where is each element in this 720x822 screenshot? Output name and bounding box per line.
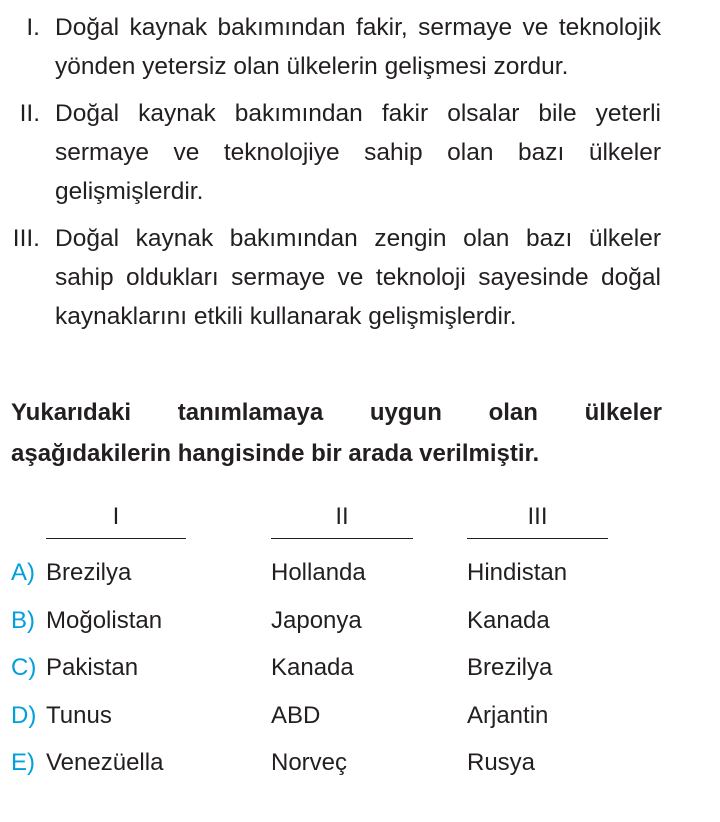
option-col-1: Venezüella (46, 749, 164, 776)
column-header-underline (271, 538, 413, 539)
option-col-1: Tunus (46, 701, 112, 729)
option-col-2: Kanada (271, 654, 354, 681)
statement-text: Doğal kaynak bakımından fakir, sermaye ve teknolojik yönden yetersiz olan ülkelerin gelişmesi zordur. (55, 14, 661, 80)
option-letter: C) (11, 654, 37, 681)
column-header-1 (46, 502, 186, 539)
column-header-2 (271, 502, 413, 539)
option-b[interactable] (0, 603, 720, 651)
statement-number: III. (12, 225, 40, 252)
option-col-1: Brezilya (46, 559, 132, 586)
option-col-3: Arjantin (467, 701, 549, 729)
option-col-1: Pakistan (46, 654, 139, 681)
statement-2 (0, 94, 720, 211)
column-header-label: III (527, 503, 548, 530)
question-text: Yukarıdaki tanımlamaya uygun olan ülkeler aşağıdakilerin hangisinde bir arada verilmiştir. (11, 399, 662, 467)
statement-3 (0, 219, 720, 336)
option-letter: D) (11, 701, 37, 729)
option-col-3: Hindistan (467, 559, 568, 586)
option-col-2: Hollanda (271, 559, 366, 586)
option-col-2: Japonya (271, 606, 362, 634)
option-d[interactable] (0, 698, 720, 746)
answer-options (0, 555, 720, 793)
option-col-3: Rusya (467, 749, 536, 776)
statement-text: Doğal kaynak bakımından zengin olan bazı ülkeler sahip oldukları sermaye ve teknoloji sayesinde doğal kaynaklarını etkili kullanarak gelişmişlerdir. (55, 225, 661, 330)
option-col-1: Moğolistan (46, 606, 163, 634)
option-letter: A) (11, 559, 35, 586)
option-e[interactable] (0, 745, 720, 793)
option-col-3: Kanada (467, 606, 550, 634)
option-col-2: Norveç (271, 749, 348, 776)
column-header-underline (467, 538, 608, 539)
option-col-2: ABD (271, 701, 321, 729)
statement-number: II. (19, 100, 40, 127)
option-c[interactable] (0, 650, 720, 698)
statement-1 (0, 8, 720, 86)
option-letter: B) (11, 606, 35, 634)
statements-list (0, 8, 720, 344)
column-header-underline (46, 538, 186, 539)
statement-number: I. (26, 14, 40, 41)
statement-text: Doğal kaynak bakımından fakir olsalar bile yeterli sermaye ve teknolojiye sahip olan bazı ülkeler gelişmişlerdir. (55, 100, 661, 205)
option-letter: E) (11, 749, 35, 776)
option-col-3: Brezilya (467, 654, 553, 681)
option-a[interactable] (0, 555, 720, 603)
column-header-label: I (112, 503, 120, 530)
column-header-label: II (335, 503, 349, 530)
column-header-3 (467, 502, 608, 539)
